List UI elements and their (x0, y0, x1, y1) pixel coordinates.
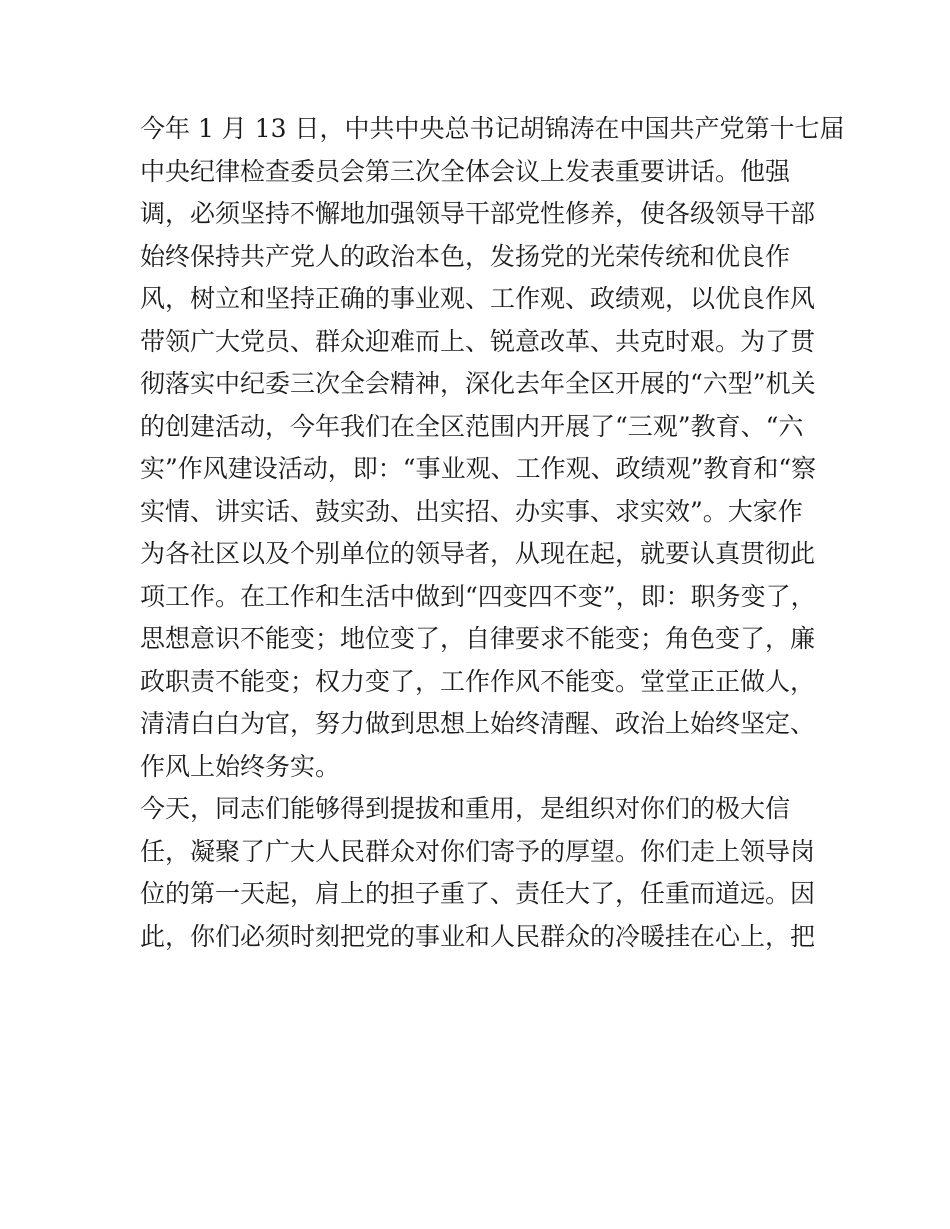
text-line: 思想意识不能变；地位变了，自律要求不能变；角色变了，廉 (140, 624, 816, 653)
text-line: 位的第一天起，肩上的担子重了、责任大了，任重而道远。因 (140, 879, 816, 908)
paragraph-2 (140, 788, 816, 958)
paragraph-1 (140, 108, 845, 788)
text-line: 始终保持共产党人的政治本色，发扬党的光荣传统和优良作 (140, 241, 791, 271)
text-line: 带领广大党员、群众迎难而上、锐意改革、共克时艰。为了贯 (140, 326, 816, 356)
text-line: 此，你们必须时刻把党的事业和人民群众的冷暖挂在心上，把 (140, 921, 816, 951)
text-line: 风，树立和坚持正确的事业观、工作观、政绩观，以优良作风 (140, 284, 816, 313)
document-body (140, 108, 845, 958)
text-line: 彻落实中纪委三次全会精神，深化去年全区开展的“六型”机关 (140, 369, 816, 398)
text-line: 任，凝聚了广大人民群众对你们寄予的厚望。你们走上领导岗 (140, 836, 816, 866)
text-line: 今年 1 月 13 日，中共中央总书记胡锦涛在中国共产党第十七届 (140, 114, 845, 143)
text-line: 实情、讲实话、鼓实劲、出实招、办实事、求实效”。大家作 (140, 496, 803, 526)
text-line: 清清白白为官，努力做到思想上始终清醒、政治上始终坚定、 (140, 709, 816, 738)
text-line: 项工作。在工作和生活中做到“四变四不变”，即：职务变了， (140, 581, 816, 611)
text-line: 实”作风建设活动，即：“事业观、工作观、政绩观”教育和“察 (140, 454, 817, 483)
text-line: 的创建活动，今年我们在全区范围内开展了“三观”教育、“六 (140, 411, 804, 441)
text-line: 调，必须坚持不懈地加强领导干部党性修养，使各级领导干部 (140, 199, 816, 228)
text-line: 今天，同志们能够得到提拔和重用，是组织对你们的极大信 (140, 794, 791, 823)
text-line: 政职责不能变；权力变了，工作作风不能变。堂堂正正做人， (140, 666, 816, 696)
text-line: 作风上始终务实。 (140, 751, 341, 781)
text-line: 中央纪律检查委员会第三次全体会议上发表重要讲话。他强 (140, 156, 791, 186)
text-line: 为各社区以及个别单位的领导者，从现在起，就要认真贯彻此 (140, 539, 816, 568)
